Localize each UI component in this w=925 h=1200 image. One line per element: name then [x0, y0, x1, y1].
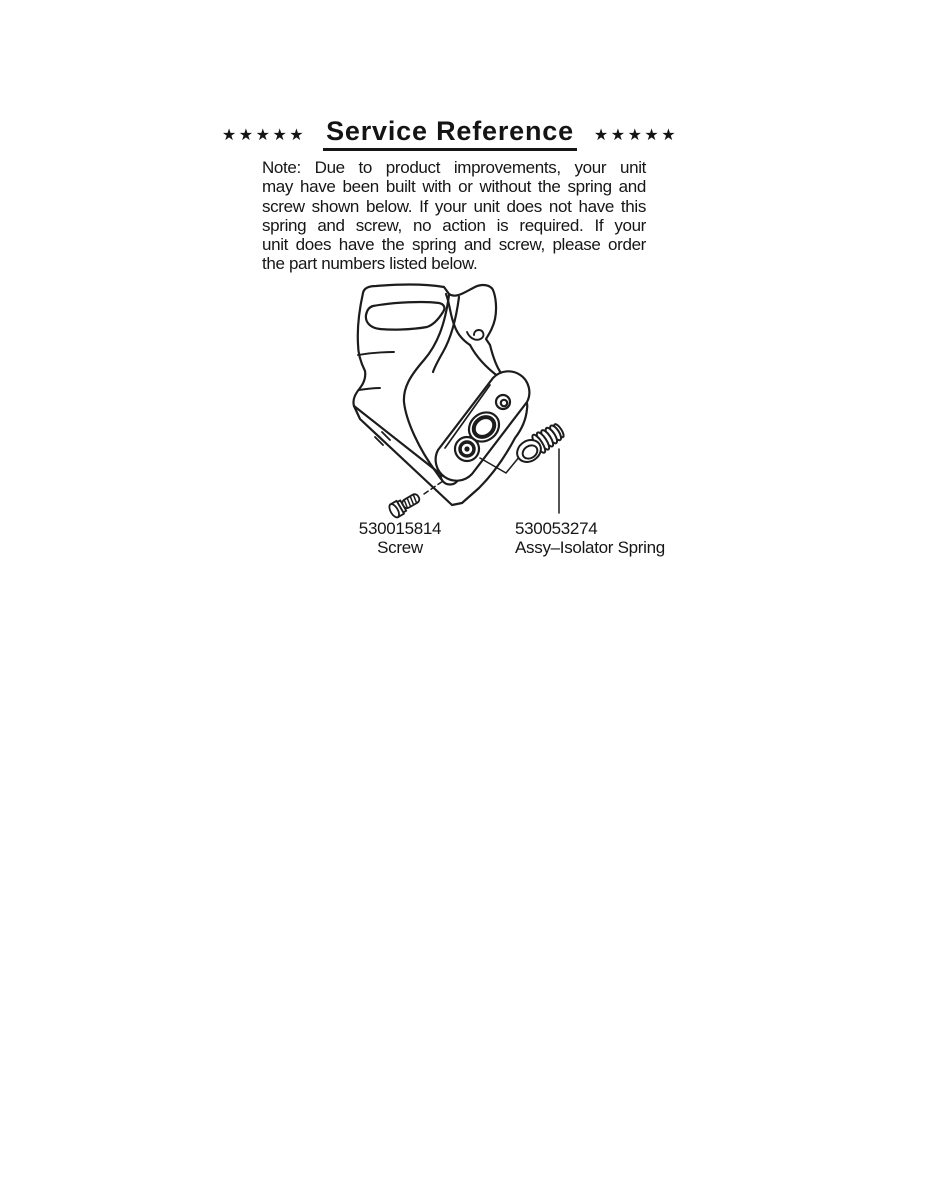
note-line: the part numbers listed below. — [262, 254, 478, 274]
stars-left-icon: ★★★★★ — [221, 127, 307, 144]
note-line: unit does have the spring and screw, please order — [262, 235, 646, 255]
note-line: screw shown below. If your unit does not have this — [262, 196, 646, 216]
part-name-screw: Screw — [377, 537, 423, 557]
screw-drawing — [387, 490, 422, 519]
note-paragraph — [262, 158, 646, 274]
title-row — [221, 116, 679, 151]
grip-opening — [366, 302, 445, 330]
parts-diagram — [330, 265, 630, 530]
stars-right-icon: ★★★★★ — [593, 127, 679, 144]
plate-grommet-center — [464, 446, 469, 451]
sole-chamfer-line — [354, 406, 443, 476]
note-line: may have been built with or without the spring and — [262, 177, 646, 197]
note-line: spring and screw, no action is required. If your — [262, 215, 646, 235]
part-number-spring: 530053274 — [515, 519, 598, 538]
rear-post-hook-detail — [467, 330, 483, 340]
part-label-screw — [340, 520, 460, 557]
part-label-spring — [515, 520, 695, 557]
mounting-plate — [436, 371, 530, 480]
part-number-screw: 530015814 — [358, 519, 442, 538]
page-title: Service Reference — [323, 118, 577, 151]
part-name-spring: Assy–Isolator Spring — [515, 537, 665, 557]
note-line: Note: Due to product improvements, your unit — [262, 158, 646, 177]
